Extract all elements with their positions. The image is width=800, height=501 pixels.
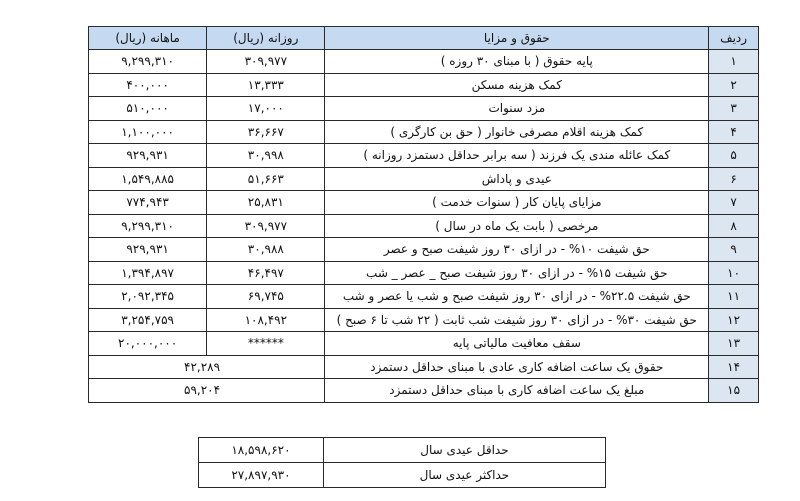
- row-daily: ۲۵,۸۳۱: [207, 191, 325, 215]
- row-monthly: ۲۰,۰۰۰,۰۰۰: [89, 332, 207, 356]
- row-monthly: ۴۰۰,۰۰۰: [89, 73, 207, 97]
- row-daily: ۱۷,۰۰۰: [207, 97, 325, 121]
- row-monthly: ۹۲۹,۹۳۱: [89, 238, 207, 262]
- table-row-merged: [89, 355, 759, 379]
- row-daily: ۱۳,۳۳۳: [207, 73, 325, 97]
- summary-value: ۲۷,۸۹۷,۹۳۰: [199, 463, 324, 488]
- row-monthly: ۱,۳۹۴,۸۹۷: [89, 261, 207, 285]
- row-item: عیدی و پاداش: [325, 167, 709, 191]
- summary-label: حداقل عیدی سال: [323, 438, 605, 463]
- table-row: [89, 238, 759, 262]
- row-index: ۴: [709, 120, 759, 144]
- row-monthly: ۷۷۴,۹۴۳: [89, 191, 207, 215]
- table-row: [89, 73, 759, 97]
- row-index: ۱۱: [709, 285, 759, 309]
- row-index: ۱۲: [709, 308, 759, 332]
- row-daily: ۴۶,۴۹۷: [207, 261, 325, 285]
- table-row-merged: [89, 379, 759, 403]
- row-index: ۹: [709, 238, 759, 262]
- header-item: حقوق و مزایا: [325, 27, 709, 50]
- table-row: [89, 97, 759, 121]
- salary-benefits-table: [88, 26, 759, 403]
- table-row: [89, 120, 759, 144]
- row-item: مزایای پایان کار ( سنوات خدمت ): [325, 191, 709, 215]
- row-item: کمک هزینه مسکن: [325, 73, 709, 97]
- summary-value: ۱۸,۵۹۸,۶۲۰: [199, 438, 324, 463]
- row-daily: ۵۱,۶۶۳: [207, 167, 325, 191]
- summary-row: [199, 463, 606, 488]
- table-row: [89, 144, 759, 168]
- row-index: ۱۵: [709, 379, 759, 403]
- row-monthly: ۲,۰۹۲,۳۴۵: [89, 285, 207, 309]
- row-daily: ******: [207, 332, 325, 356]
- table-header-row: [89, 27, 759, 50]
- table-row: [89, 332, 759, 356]
- table-row: [89, 167, 759, 191]
- row-daily: ۳۰۹,۹۷۷: [207, 50, 325, 74]
- row-index: ۳: [709, 97, 759, 121]
- row-item: حق شیفت ۱۵% - در ازای ۳۰ روز شیفت صبح _ عصر _ شب: [325, 261, 709, 285]
- table-row: [89, 285, 759, 309]
- row-daily: ۳۰,۹۸۸: [207, 238, 325, 262]
- row-merged-value: ۵۹,۲۰۴: [89, 379, 325, 403]
- header-monthly: ماهانه (ریال): [89, 27, 207, 50]
- row-index: ۵: [709, 144, 759, 168]
- row-monthly: ۹۲۹,۹۳۱: [89, 144, 207, 168]
- row-item: کمک عائله مندی یک فرزند ( سه برابر حداقل دستمزد روزانه ): [325, 144, 709, 168]
- row-index: ۱۰: [709, 261, 759, 285]
- row-monthly: ۱,۱۰۰,۰۰۰: [89, 120, 207, 144]
- row-item: مزد سنوات: [325, 97, 709, 121]
- row-item: حق شیفت ۱۰% - در ازای ۳۰ روز شیفت صبح و عصر: [325, 238, 709, 262]
- row-index: ۶: [709, 167, 759, 191]
- summary-row: [199, 438, 606, 463]
- row-daily: ۳۰۹,۹۷۷: [207, 214, 325, 238]
- row-merged-value: ۴۲,۲۸۹: [89, 355, 325, 379]
- row-index: ۱۳: [709, 332, 759, 356]
- row-index: ۲: [709, 73, 759, 97]
- row-daily: ۳۶,۶۶۷: [207, 120, 325, 144]
- row-monthly: ۵۱۰,۰۰۰: [89, 97, 207, 121]
- row-index: ۷: [709, 191, 759, 215]
- eidi-summary-table: [198, 437, 606, 488]
- row-item: سقف معافیت مالیاتی پایه: [325, 332, 709, 356]
- row-daily: ۱۰۸,۴۹۲: [207, 308, 325, 332]
- row-item: حقوق یک ساعت اضافه کاری عادی با مبنای حداقل دستمزد: [325, 355, 709, 379]
- table-row: [89, 308, 759, 332]
- row-item: مبلغ یک ساعت اضافه کاری با مبنای حداقل دستمزد: [325, 379, 709, 403]
- header-index: ردیف: [709, 27, 759, 50]
- row-monthly: ۳,۲۵۴,۷۵۹: [89, 308, 207, 332]
- row-index: ۱: [709, 50, 759, 74]
- table-row: [89, 214, 759, 238]
- row-item: حق شیفت ۳۰% - در ازای ۳۰ روز شیفت شب ثابت ( ۲۲ شب تا ۶ صبح ): [325, 308, 709, 332]
- row-item: پایه حقوق ( با مبنای ۳۰ روزه ): [325, 50, 709, 74]
- row-index: ۱۴: [709, 355, 759, 379]
- row-item: کمک هزینه اقلام مصرفی خانوار ( حق بن کارگری ): [325, 120, 709, 144]
- summary-label: حداکثر عیدی سال: [323, 463, 605, 488]
- row-daily: ۳۰,۹۹۸: [207, 144, 325, 168]
- table-row: [89, 191, 759, 215]
- row-monthly: ۹,۲۹۹,۳۱۰: [89, 50, 207, 74]
- row-monthly: ۱,۵۴۹,۸۸۵: [89, 167, 207, 191]
- header-daily: روزانه (ریال): [207, 27, 325, 50]
- table-row: [89, 50, 759, 74]
- row-index: ۸: [709, 214, 759, 238]
- table-row: [89, 261, 759, 285]
- row-item: مرخصی ( بابت یک ماه در سال ): [325, 214, 709, 238]
- row-monthly: ۹,۲۹۹,۳۱۰: [89, 214, 207, 238]
- row-daily: ۶۹,۷۴۵: [207, 285, 325, 309]
- row-item: حق شیفت ۲۲.۵% - در ازای ۳۰ روز شیفت صبح و شب یا عصر و شب: [325, 285, 709, 309]
